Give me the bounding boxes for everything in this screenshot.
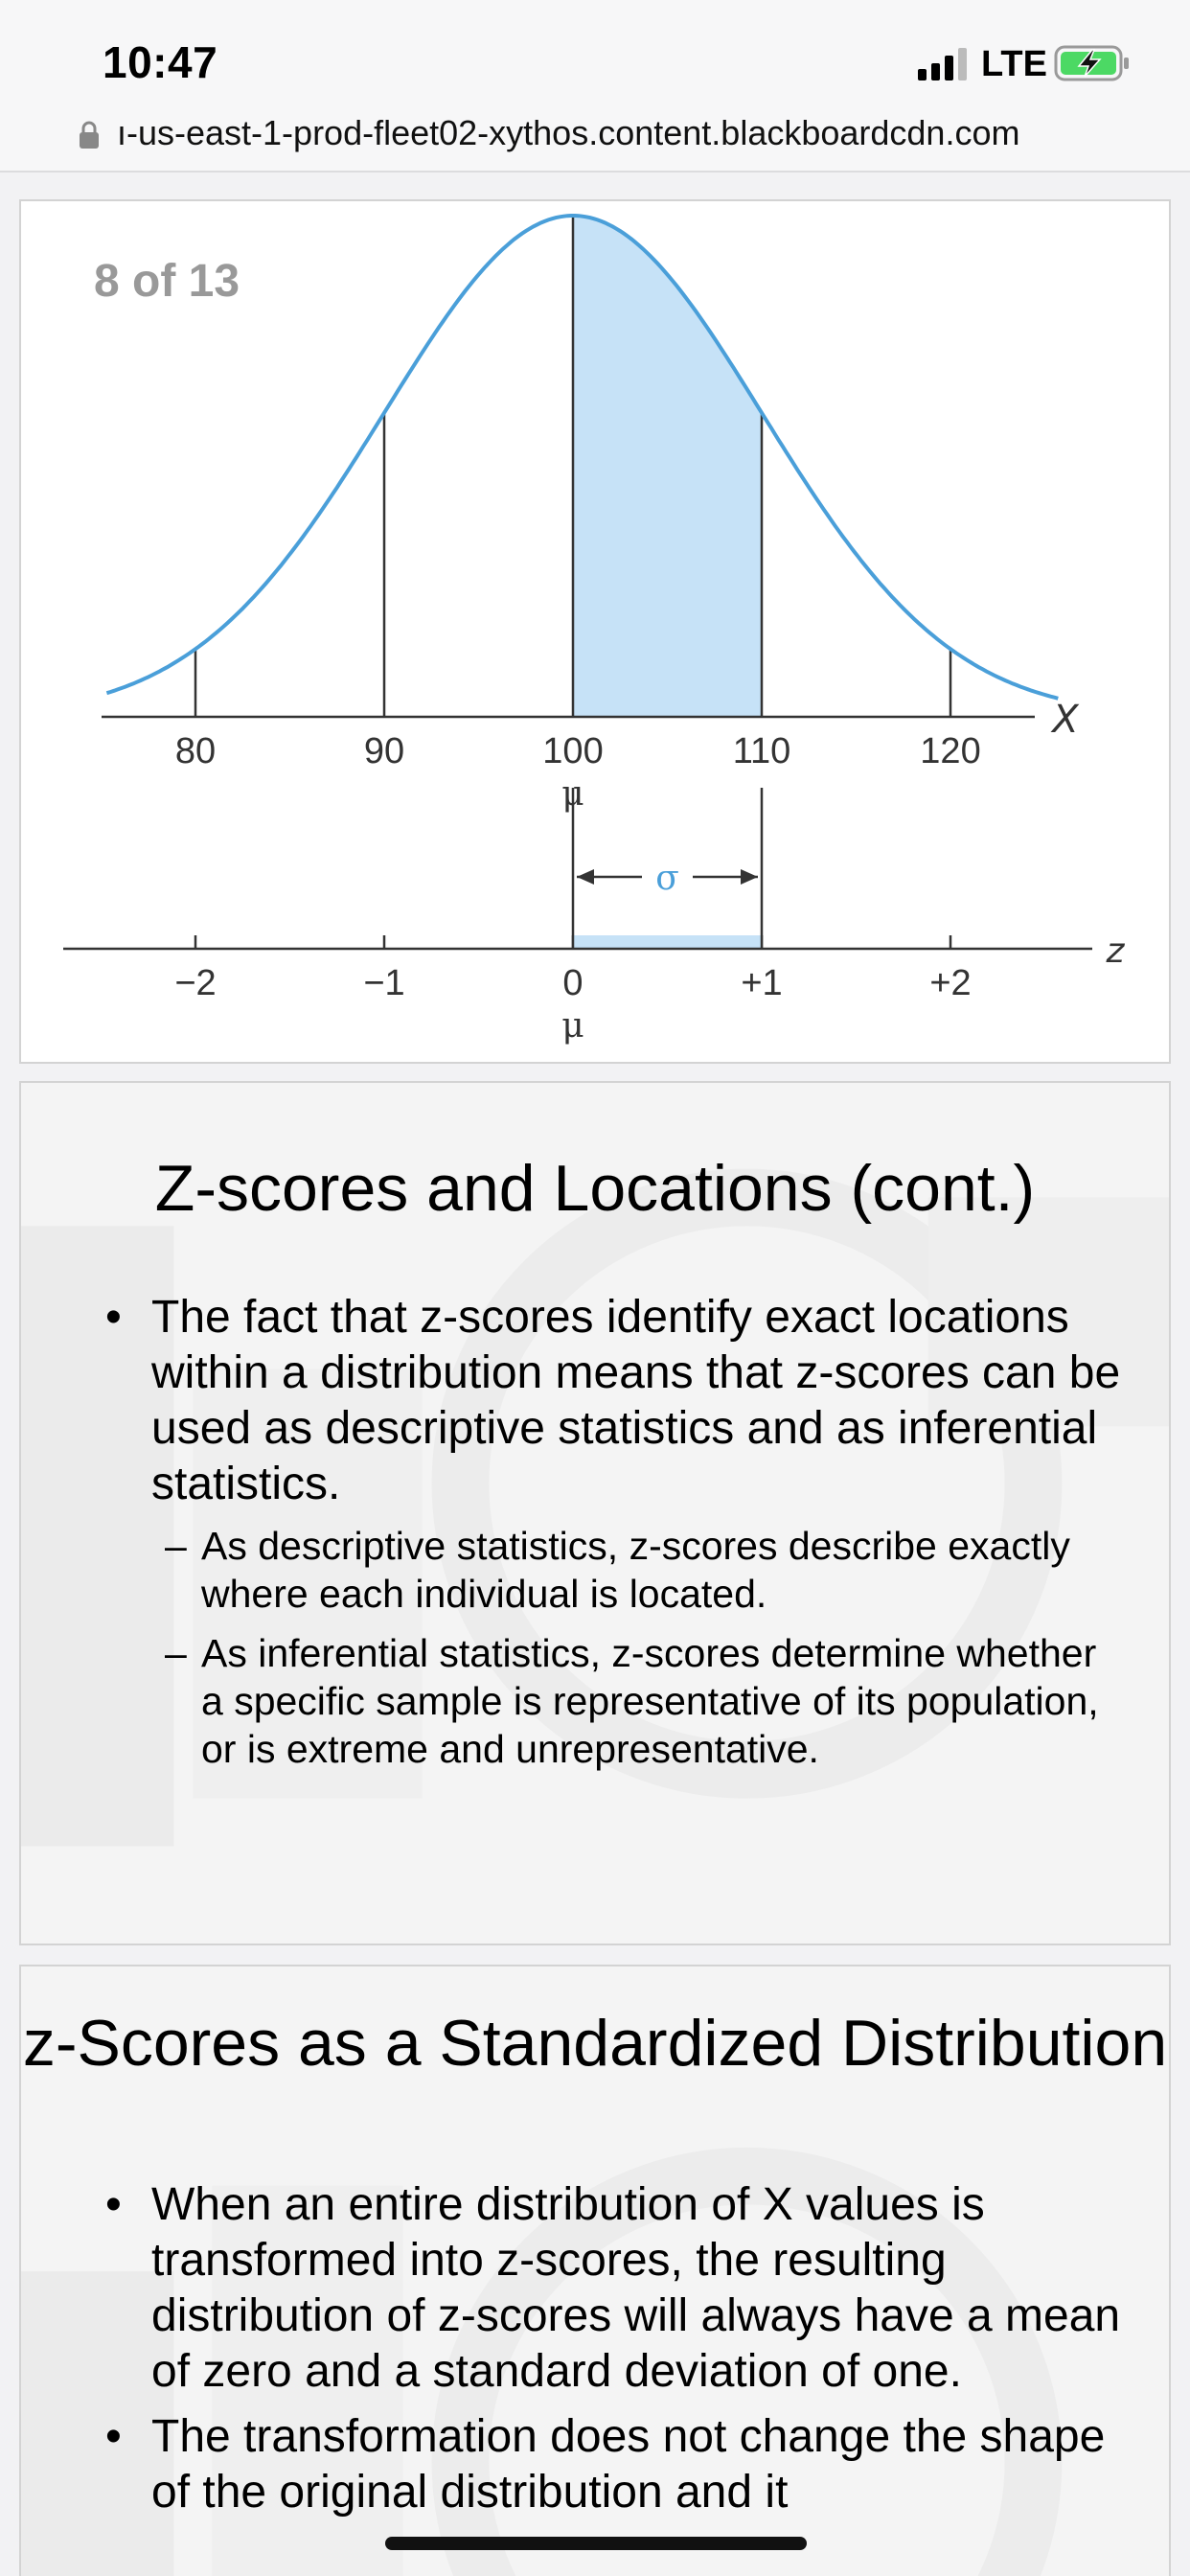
address-bar[interactable] (0, 104, 1190, 172)
bullet-list (88, 1290, 1123, 1784)
bullet-item: • When an entire distribution of X values is transformed into z-scores, the resulting distribution of z-scores will always have a mean of zero and a standard deviation of one. (88, 2177, 1123, 2400)
x-axis-label: X (1052, 698, 1079, 742)
z-shaded-band (573, 935, 762, 949)
page-indicator: 8 of 13 (94, 256, 240, 307)
slide-title: z-Scores as a Standardized Distribution (22, 2007, 1168, 2080)
x-tick-label: 90 (363, 731, 405, 771)
url-text[interactable]: ı-us-east-1-prod-fleet02-xythos.content.blackboardcdn.com (117, 113, 1020, 152)
scroll-indicator (385, 2537, 807, 2550)
normal-distribution-chart (21, 201, 1171, 1064)
bullet-list (88, 2177, 1123, 2530)
z-tick-label: −2 (174, 963, 217, 1003)
status-bar (0, 0, 1190, 115)
slide-normal-distribution (19, 199, 1171, 1064)
z-tick-label: 0 (562, 963, 584, 1003)
bullet-item: • The fact that z-scores identify exact locations within a distribution means that z-scores can be used as descriptive statistics and as inferential statistics. (88, 1290, 1123, 1512)
x-tick-label: 80 (174, 731, 217, 771)
slide-zscores-locations (19, 1081, 1171, 1945)
z-mean-label: μ (561, 1006, 584, 1046)
network-type: LTE (981, 44, 1047, 84)
lock-icon (79, 121, 100, 150)
sigma-arrowhead-left (577, 869, 594, 885)
slide-title: Z-scores and Locations (cont.) (154, 1152, 1036, 1225)
z-axis-label: z (1106, 932, 1125, 971)
sigma-label: σ (655, 859, 679, 898)
cellular-signal-icon (918, 48, 970, 80)
shaded-area (573, 216, 762, 717)
z-tick-label: −1 (363, 963, 405, 1003)
x-tick-label: 120 (920, 731, 981, 771)
z-tick-label: +1 (741, 963, 783, 1003)
x-tick-label: 110 (732, 731, 791, 771)
z-tick-label: +2 (929, 963, 972, 1003)
battery-charging-icon (1054, 44, 1131, 82)
slide-standardized-distribution (19, 1965, 1171, 2576)
status-time: 10:47 (103, 37, 218, 87)
sub-bullet-item: – As descriptive statistics, z-scores describe exactly where each individual is located. (88, 1522, 1123, 1618)
x-tick-label: 100 (542, 731, 604, 771)
bullet-item: • The transformation does not change the shape of the original distribution and it (88, 2409, 1123, 2520)
sigma-arrowhead-right (741, 869, 758, 885)
x-mean-label: μ (561, 774, 584, 814)
sub-bullet-item: – As inferential statistics, z-scores determine whether a specific sample is representative of its population, or is extreme and unrepresentative. (88, 1629, 1123, 1773)
